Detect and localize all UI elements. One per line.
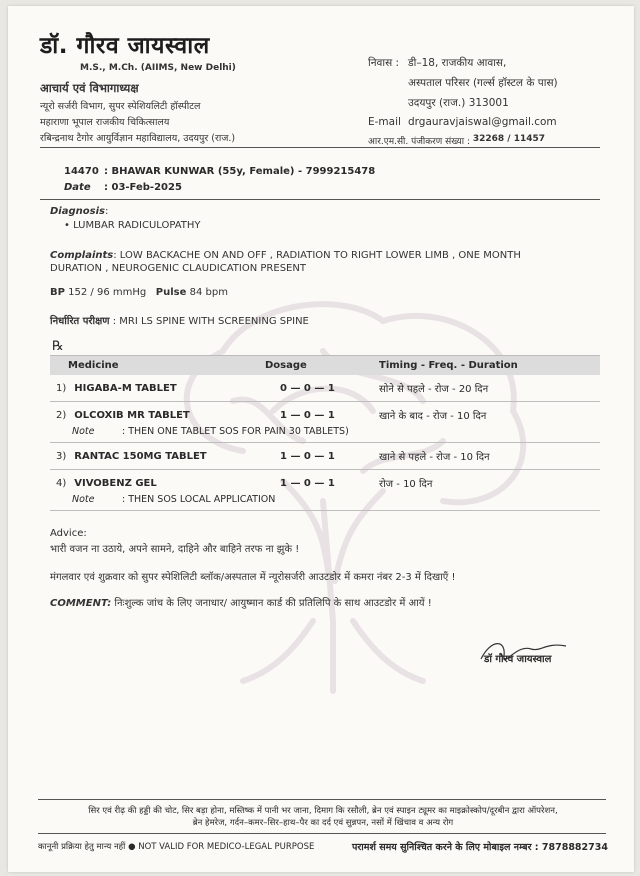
comment-text: निःशुल्क जांच के लिए जनाधार/ आयुष्मान कार्ड की प्रतिलिपि के साथ आउटडोर में आयें ! xyxy=(114,598,432,609)
investigation-label: निर्धारित परीक्षण xyxy=(50,316,110,327)
bp-label: BP xyxy=(50,287,65,298)
medicine-timing: रोज - 10 दिन xyxy=(379,479,433,490)
vitals-section xyxy=(50,287,228,298)
rx-symbol: ℞ xyxy=(52,339,64,354)
registration-label: आर.एम.सी. पंजीकरण संख्या : xyxy=(368,137,470,147)
medicine-timing: खाने से पहले - रोज - 10 दिन xyxy=(379,452,490,463)
header-timing: Timing - Freq. - Duration xyxy=(379,360,518,371)
bp-value: 152 / 96 xyxy=(68,287,110,298)
diagnosis-item: • LUMBAR RADICULOPATHY xyxy=(64,220,201,231)
prescription-page xyxy=(8,6,634,872)
footer-bottom xyxy=(38,840,608,853)
patient-info xyxy=(64,166,375,198)
legal-note-en: ● NOT VALID FOR MEDICO-LEGAL PURPOSE xyxy=(128,842,315,852)
medicine-row: 3) RANTAC 150MG TABLET 1 — 0 — 1 खाने से पहले - रोज - 10 दिन xyxy=(50,443,600,470)
advice-line-1: भारी वजन ना उठाये, अपने सामने, दाहिने और बाहिने तरफ ना झुके ! xyxy=(50,544,300,555)
address-line-1: डी–18, राजकीय आवास, xyxy=(408,57,507,69)
advice-line-2: मंगलवार एवं शुक्रवार को सुपर स्पेशिलिटी ब्लॉक/अस्पताल में न्यूरोसर्जरी आउटडोर में कमरा नंबर 2-3 में दिखाएँ ! xyxy=(50,572,456,583)
medicine-row: 1) HIGABA-M TABLET 0 — 0 — 1 सोने से पहले - रोज - 20 दिन xyxy=(50,375,600,402)
patient-id: 14470 xyxy=(64,166,99,177)
address-line-2: अस्पताल परिसर (गर्ल्स हॉस्टल के पास) xyxy=(408,77,558,89)
medicine-dosage: 1 — 0 — 1 xyxy=(280,409,335,421)
email-value: drgauravjaiswal@gmail.com xyxy=(408,116,557,128)
patient-divider xyxy=(40,199,600,200)
medicine-note: : THEN SOS LOCAL APPLICATION xyxy=(122,493,276,505)
advice-label: Advice xyxy=(50,528,84,539)
medicine-table-header xyxy=(50,355,600,375)
complaints-section xyxy=(50,249,590,275)
medicine-name: HIGABA-M TABLET xyxy=(74,382,177,394)
college-line: रबिन्द्रनाथ टैगोर आयुर्विज्ञान महाविद्यालय, उदयपुर (राज.) xyxy=(40,133,236,144)
signature-name: डॉ गौरव जायस्वाल xyxy=(484,654,552,665)
hospital-line: महाराणा भूपाल राजकीय चिकित्सालय xyxy=(40,117,170,128)
pulse-label: Pulse xyxy=(155,287,187,298)
medicine-row: 2) OLCOXIB MR TABLET 1 — 0 — 1 खाने के बाद - रोज - 10 दिन Note : THEN ONE TABLET SOS FOR PAIN 30 TABLETS) xyxy=(50,402,600,443)
header-medicine: Medicine xyxy=(68,360,119,371)
doctor-degrees: M.S., M.Ch. (AIIMS, New Delhi) xyxy=(80,63,236,73)
footer-divider-2 xyxy=(38,833,606,834)
medicine-name: OLCOXIB MR TABLET xyxy=(74,409,190,421)
medicine-dosage: 1 — 0 — 1 xyxy=(280,450,335,462)
header-dosage: Dosage xyxy=(265,360,307,371)
complaints-line-2: DURATION , NEUROGENIC CLAUDICATION PRESENT xyxy=(50,263,306,274)
advice-section: Advice: भारी वजन ना उठाये, अपने सामने, दाहिने और बाहिने तरफ ना झुके ! मंगलवार एवं शुक्रवार को सुपर स्पेशिलिटी ब्लॉक/अस्पताल में न्यूरोसर्जरी आउटडोर में कमरा नंबर 2-3 में दिखाएँ ! COMMENT: निःशुल्क जांच के लिए जनाधार/ आयुष्मान कार्ड की प्रतिलिपि के साथ आउटडोर में आयें ! xyxy=(50,528,456,609)
medicine-timing: खाने के बाद - रोज - 10 दिन xyxy=(379,411,487,422)
doctor-designation: आचार्य एवं विभागाध्यक्ष xyxy=(40,81,139,95)
medicine-note: : THEN ONE TABLET SOS FOR PAIN 30 TABLETS) xyxy=(122,425,349,437)
consult-mobile: परामर्श समय सुनिश्चित करने के लिए मोबाइल नम्बर : 7878882734 xyxy=(352,842,608,853)
comment-label: COMMENT: xyxy=(50,598,112,609)
pulse-value: 84 bpm xyxy=(189,287,228,298)
doctor-header xyxy=(40,28,360,144)
diagnosis-label: Diagnosis xyxy=(50,206,105,217)
footer-services: सिर एवं रीढ़ की हड्डी की चोट, सिर बड़ा होना, मस्तिष्क में पानी भर जाना, दिमाग कि रसौली, ब्रेन एवं स्पाइन ट्यूमर का माइक्रोस्कोप/दूरबीन द्वारा ऑपरेशन, ब्रेन हेमरेज, गर्दन–कमर–सिर–हाथ–पैर का दर्द एवं सुन्नपन, नसों में खिंचाव व अन्य रोग xyxy=(88,806,558,828)
note-label: Note xyxy=(72,425,95,437)
registration-number: 32268 / 11457 xyxy=(472,134,546,144)
department-line: न्यूरो सर्जरी विभाग, सुपर स्पेशियलिटी हॉस्पीटल xyxy=(40,101,201,112)
diagnosis-section: Diagnosis: • LUMBAR RADICULOPATHY xyxy=(50,206,201,231)
medicine-dosage: 1 — 0 — 1 xyxy=(280,477,335,489)
medicine-dosage: 0 — 0 — 1 xyxy=(280,382,335,394)
bp-unit: mmHg xyxy=(112,287,147,298)
footer-divider xyxy=(38,799,606,800)
date-label: Date xyxy=(64,182,91,193)
legal-note-hi: कानूनी प्रक्रिया हेतु मान्य नहीं xyxy=(38,842,126,852)
contact-block xyxy=(368,56,618,153)
address-label: निवास : xyxy=(368,57,400,69)
investigation-section xyxy=(50,313,309,327)
address-line-3: उदयपुर (राज.) 313001 xyxy=(408,97,509,109)
patient-details: : BHAWAR KUNWAR (55y, Female) - 7999215478 xyxy=(104,166,376,177)
medicine-row: 4) VIVOBENZ GEL 1 — 0 — 1 रोज - 10 दिन Note : THEN SOS LOCAL APPLICATION xyxy=(50,470,600,511)
medicine-name: VIVOBENZ GEL xyxy=(74,477,157,489)
complaints-label: Complaints xyxy=(50,250,114,261)
medicine-timing: सोने से पहले - रोज - 20 दिन xyxy=(379,384,489,395)
investigation-value: : MRI LS SPINE WITH SCREENING SPINE xyxy=(112,316,309,327)
complaints-line-1: : LOW BACKACHE ON AND OFF , RADIATION TO RIGHT LOWER LIMB , ONE MONTH xyxy=(113,250,521,261)
doctor-name: डॉ. गौरव जायस्वाल xyxy=(40,33,210,59)
email-label: E-mail xyxy=(368,116,401,128)
note-label: Note xyxy=(72,493,95,505)
header-divider xyxy=(40,147,600,148)
medicine-name: RANTAC 150MG TABLET xyxy=(74,450,207,462)
medicine-table xyxy=(50,355,600,511)
visit-date: : 03-Feb-2025 xyxy=(104,182,182,193)
